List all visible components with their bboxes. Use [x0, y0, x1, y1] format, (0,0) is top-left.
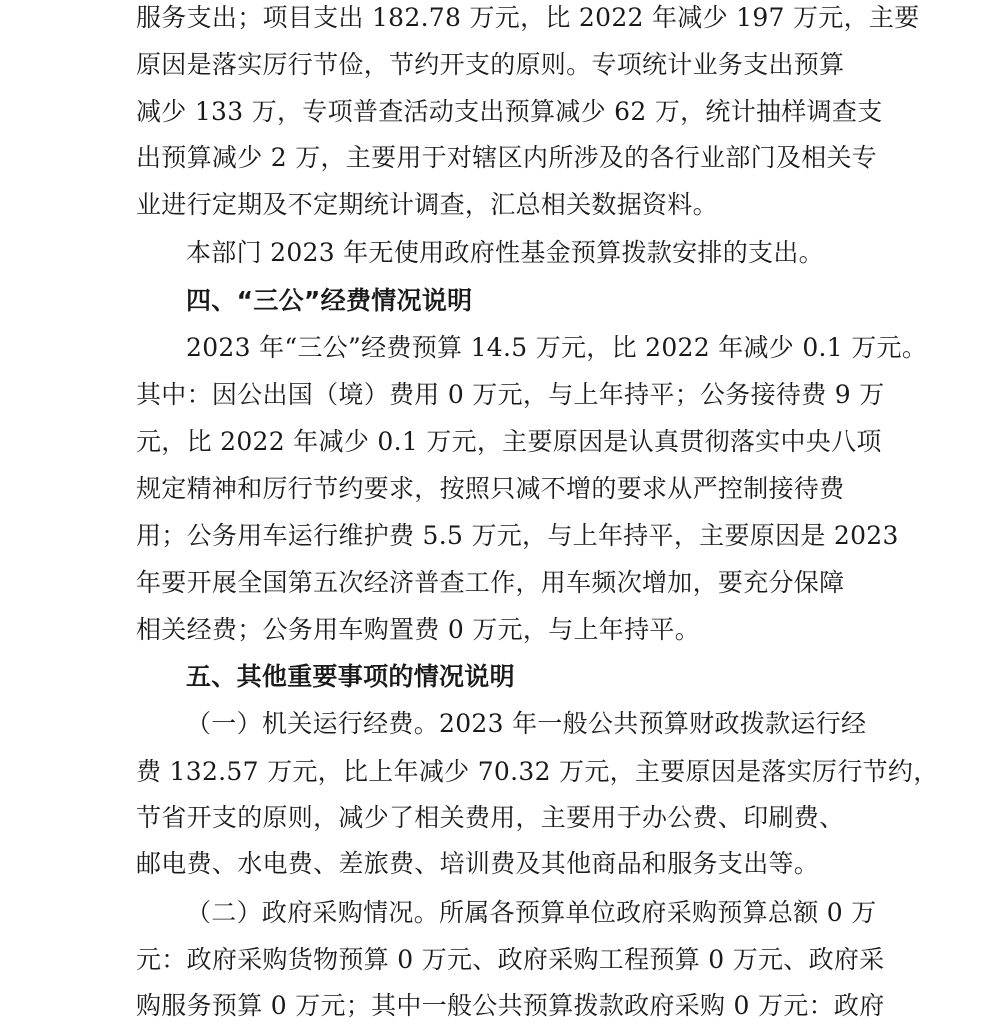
paragraph-line: 规定精神和厉行节约要求，按照只减不增的要求从严控制接待费 — [136, 474, 845, 503]
section-heading: 五、其他重要事项的情况说明 — [186, 662, 515, 691]
paragraph-line: 相关经费；公务用车购置费 0 万元，与上年持平。 — [136, 615, 701, 644]
paragraph-line: 本部门 2023 年无使用政府性基金预算拨款安排的支出。 — [186, 238, 824, 267]
paragraph-line: 业进行定期及不定期统计调查，汇总相关数据资料。 — [136, 190, 718, 219]
paragraph-line: 邮电费、水电费、差旅费、培训费及其他商品和服务支出等。 — [136, 849, 820, 878]
paragraph-line: 用；公务用车运行维护费 5.5 万元，与上年持平，主要原因是 2023 — [136, 521, 899, 550]
paragraph-line: 费 132.57 万元，比上年减少 70.32 万元，主要原因是落实厉行节约， — [136, 757, 939, 786]
paragraph-line: 年要开展全国第五次经济普查工作，用车频次增加，要充分保障 — [136, 568, 845, 597]
paragraph-line: 购服务预算 0 万元；其中一般公共预算拨款政府采购 0 万元：政府 — [136, 991, 885, 1020]
section-heading: 四、“三公”经费情况说明 — [186, 286, 473, 315]
paragraph-line: 元，比 2022 年减少 0.1 万元，主要原因是认真贯彻落实中央八项 — [136, 427, 882, 456]
paragraph-line: （二）政府采购情况。所属各预算单位政府采购预算总额 0 万 — [186, 898, 877, 927]
paragraph-line: 元：政府采购货物预算 0 万元、政府采购工程预算 0 万元、政府采 — [136, 945, 885, 974]
paragraph-line: 减少 133 万，专项普查活动支出预算减少 62 万，统计抽样调查支 — [136, 97, 883, 126]
paragraph-line: 原因是落实厉行节俭，节约开支的原则。专项统计业务支出预算 — [136, 50, 845, 79]
paragraph-line: （一）机关运行经费。2023 年一般公共预算财政拨款运行经 — [186, 709, 867, 738]
paragraph-line: 出预算减少 2 万，主要用于对辖区内所涉及的各行业部门及相关专 — [136, 143, 878, 172]
paragraph-line: 节省开支的原则，减少了相关费用，主要用于办公费、印刷费、 — [136, 803, 845, 832]
paragraph-line: 其中：因公出国（境）费用 0 万元，与上年持平；公务接待费 9 万 — [136, 380, 885, 409]
paragraph-line: 服务支出；项目支出 182.78 万元，比 2022 年减少 197 万元，主要 — [136, 3, 920, 32]
paragraph-line: 2023 年“三公”经费预算 14.5 万元，比 2022 年减少 0.1 万元。 — [186, 333, 928, 362]
